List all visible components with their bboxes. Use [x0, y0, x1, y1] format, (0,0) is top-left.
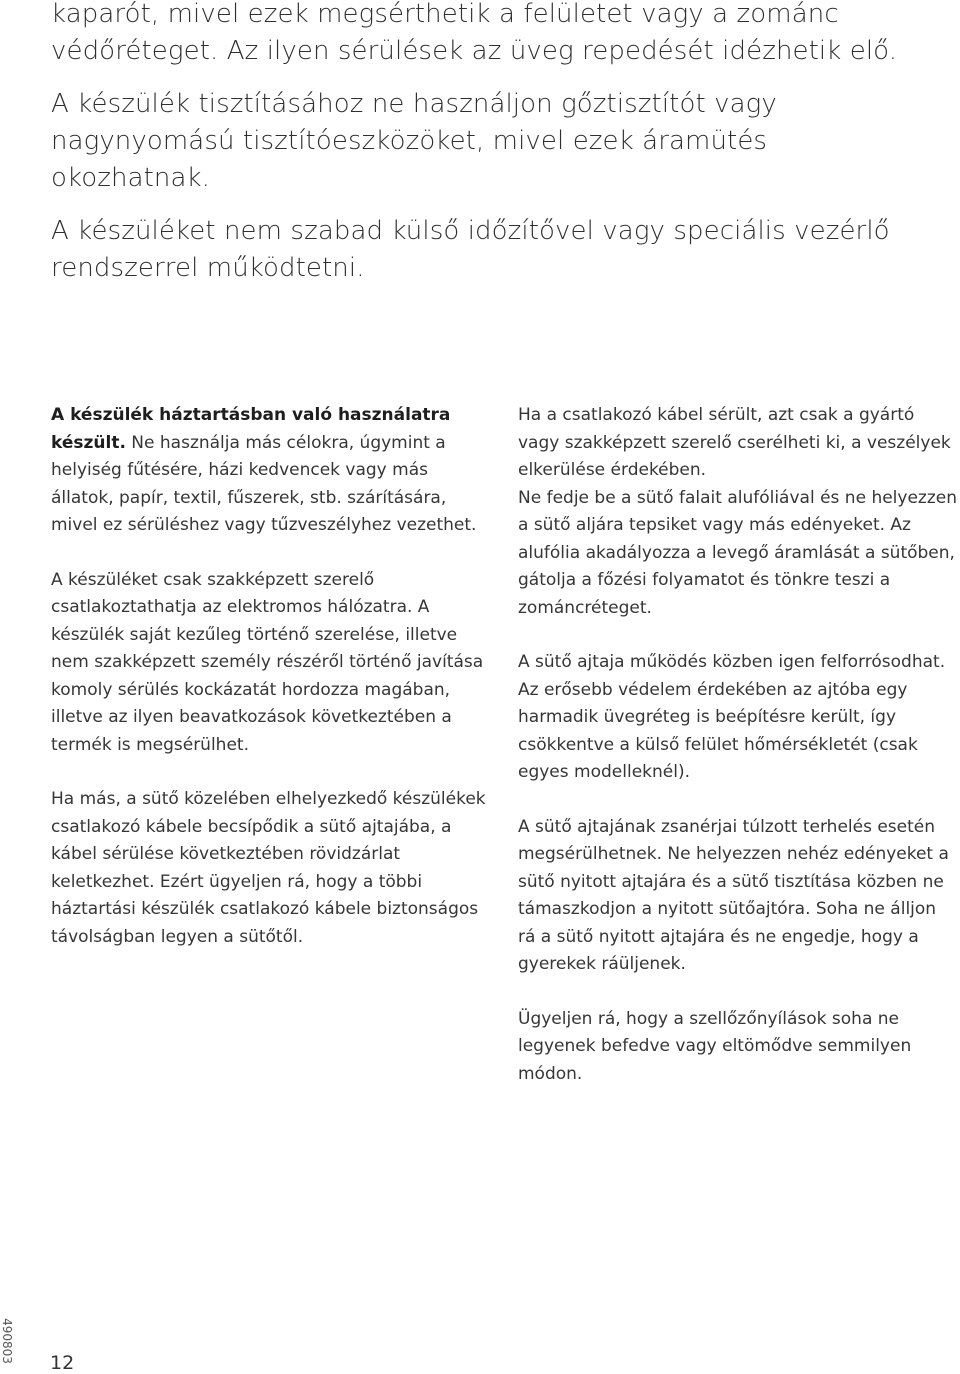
paragraph-steam-cleaner-warning: A készülék tisztításához ne használjon gőztisztítót vagy nagynyomású tisztítóeszközöket, mivel ezek áramütés okozhatnak. — [51, 89, 777, 193]
paragraph-cable-pinch-warning: Ha más, a sütő közelében elhelyezkedő készülékek csatlakozó kábele becsípődik a sütő ajtajába, a kábel sérülése következtében rövidzárlat keletkezhet. Ezért ügyeljen rá, hogy a többi háztartási készülék csatlakozó kábele biztonságos távolságban legyen a sütőtől. — [51, 789, 486, 947]
household-use-heading: A készülék háztartásban való használatra készült. — [51, 405, 451, 453]
paragraph-scraper-warning: kaparót, mivel ezek megsérthetik a felületet vagy a zománc védőréteget. Az ilyen sérülések az üveg repedését idézhetik elő. — [51, 0, 898, 66]
paragraph-door-hinges: A sütő ajtajának zsanérjai túlzott terhelés esetén megsérülhetnek. Ne helyezzen nehéz edényeket a sütő nyitott ajtajára és a sütő tisztítása közben ne támaszkodjon a nyitott sütőajtóra. Soha ne álljon rá a sütő nyitott ajtajára és ne engedje, hogy a gyerekek ráüljenek. — [518, 816, 949, 974]
household-use-text: Ne használja más célokra, úgymint a helyiség fűtésére, házi kedvencek vagy más állatok, papír, textil, fűszerek, stb. szárítására, mivel ez sérüléshez vagy tűzveszélyhez vezethet. — [51, 432, 477, 535]
paragraph-external-timer-warning: A készüléket nem szabad külső időzítővel vagy speciális vezérlő rendszerrel működtetni. — [51, 216, 890, 283]
right-column — [518, 402, 958, 1088]
document-number-text: 490803 — [0, 1318, 14, 1364]
paragraph-ventilation: Ügyeljen rá, hogy a szellőzőnyílások soha ne legyenek befedve vagy eltömődve semmilyen módon. — [518, 1008, 912, 1084]
paragraph-aluminium-foil: Ne fedje be a sütő falait alufóliával és ne helyezzen a sütő aljára tepsiket vagy más edényeket. Az alufólia akadályozza a levegő áramlását a sütőben, gátolja a főzési folyamatot és tönkre teszi a zománcréteget. — [518, 487, 957, 618]
paragraph-household-use — [51, 402, 491, 540]
paragraph-hot-door: A sütő ajtaja működés közben igen felforrósodhat. Az erősebb védelem érdekében az ajtóba egy harmadik üvegréteg is beépítésre került, így csökkentve a külső felület hőmérsékletét (csak egyes modelleknél). — [518, 652, 946, 782]
left-column — [51, 402, 491, 951]
page-number: 12 — [50, 1352, 75, 1374]
paragraph-qualified-installer: A készüléket csak szakképzett szerelő csatlakoztathatja az elektromos hálózatra. A készülék saját kezűleg történő szerelése, illetve nem szakképzett személy részéről történő javítása komoly sérülés kockázatát hordozza magában, illetve az ilyen beavatkozások következtében a termék is megsérülhet. — [51, 569, 484, 755]
document-number — [0, 1320, 22, 1370]
top-section — [51, 0, 931, 287]
paragraph-damaged-cable: Ha a csatlakozó kábel sérült, azt csak a gyártó vagy szakképzett szerelő cserélheti ki, a veszélyek elkerülése érdekében. — [518, 405, 951, 480]
